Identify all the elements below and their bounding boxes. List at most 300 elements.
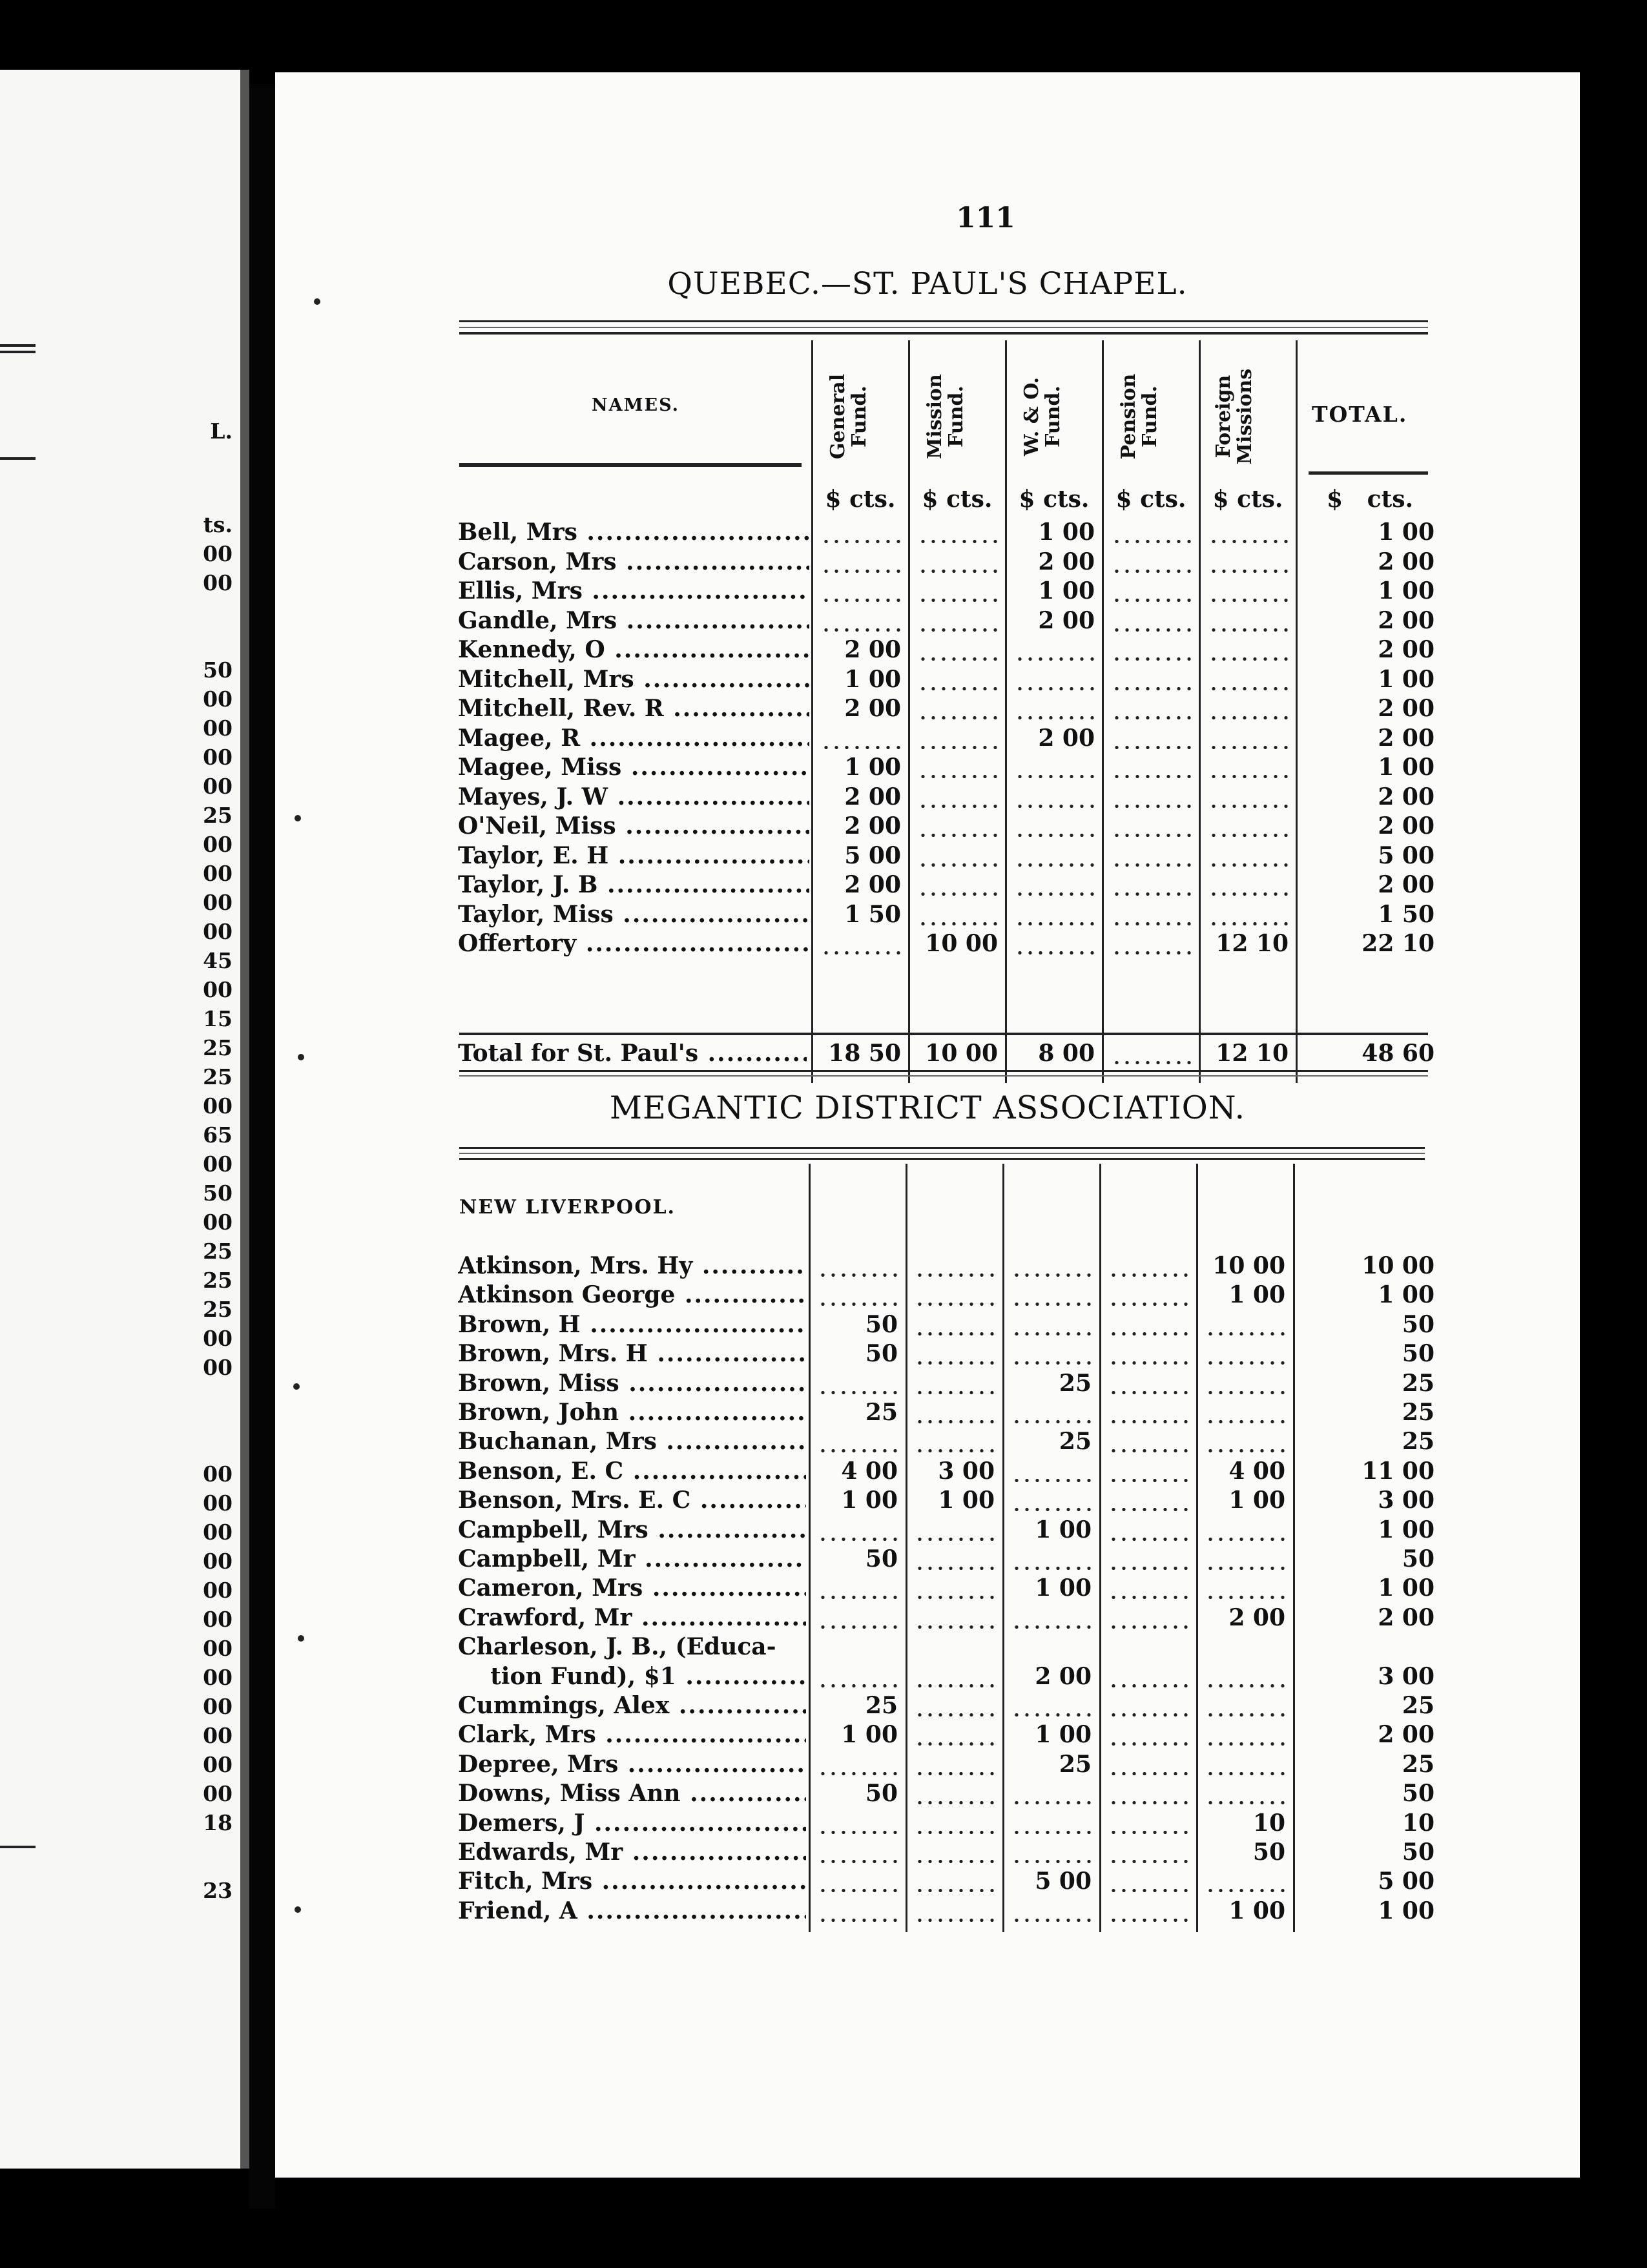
amount-cell bbox=[1005, 1691, 1095, 1720]
row-name: Brown, H ..... bbox=[458, 1310, 806, 1339]
leader-dots bbox=[1112, 951, 1192, 954]
leader-dots bbox=[1112, 746, 1192, 749]
leader-dots bbox=[1208, 892, 1289, 896]
leader-dots bbox=[1205, 1801, 1285, 1804]
leader-dots bbox=[1108, 1273, 1188, 1277]
row-name: Brown, Mrs. H ..... bbox=[458, 1339, 806, 1368]
leader-dots bbox=[1108, 1420, 1188, 1423]
amount-cell bbox=[811, 1603, 902, 1633]
row-total: 3 00 bbox=[1378, 1662, 1435, 1690]
row-total: 1 50 bbox=[1378, 900, 1435, 928]
table-row bbox=[275, 1545, 1580, 1574]
leader-dots bbox=[1205, 1538, 1285, 1541]
amount-value: 2 00 bbox=[844, 783, 901, 810]
left-page-fragment: 25 bbox=[203, 1035, 233, 1060]
amount-cell bbox=[1102, 1720, 1192, 1749]
amount-cell bbox=[1102, 1310, 1192, 1339]
amount-cell bbox=[1102, 1252, 1192, 1281]
amount-value: 25 bbox=[1059, 1750, 1092, 1778]
amount-value: 1 00 bbox=[1035, 1574, 1092, 1602]
amount-cell bbox=[1102, 1339, 1192, 1368]
amount-cell bbox=[1102, 1369, 1192, 1398]
left-page-fragment: 25 bbox=[203, 1268, 233, 1293]
row-total: 22 10 bbox=[1362, 930, 1435, 957]
leader-dots bbox=[1011, 1479, 1092, 1482]
left-page-fragment: 00 bbox=[203, 1723, 233, 1748]
table-row bbox=[275, 1897, 1580, 1926]
header-rule bbox=[459, 320, 1428, 322]
leader-dots bbox=[1208, 628, 1289, 632]
amount-value: 2 00 bbox=[844, 871, 901, 898]
table-row bbox=[275, 1633, 1580, 1662]
amount-cell bbox=[1005, 1398, 1095, 1427]
leader-dots bbox=[918, 805, 998, 808]
header-line: Mission bbox=[924, 374, 946, 459]
amount-cell bbox=[811, 1545, 902, 1574]
ink-speck bbox=[314, 298, 320, 305]
row-total: 2 00 bbox=[1378, 724, 1435, 752]
amount-value: 1 00 bbox=[1035, 1516, 1092, 1543]
amount-cell bbox=[908, 1750, 999, 1779]
table-row bbox=[275, 929, 1580, 958]
header-rule bbox=[459, 332, 1428, 335]
amount-cell bbox=[911, 900, 1002, 929]
amount-cell bbox=[908, 1897, 999, 1926]
row-total: 2 00 bbox=[1378, 871, 1435, 898]
amount-value: 2 00 bbox=[1228, 1603, 1285, 1631]
amount-cell bbox=[814, 665, 905, 694]
left-page-rule bbox=[0, 457, 36, 460]
leader-dots bbox=[1208, 657, 1289, 661]
amount-cell bbox=[811, 1662, 902, 1691]
left-page-fragment: 25 bbox=[203, 1297, 233, 1322]
unit-label: $ cts. bbox=[825, 486, 896, 513]
left-page-fragment: 00 bbox=[203, 1549, 233, 1574]
leader-dots bbox=[1108, 1860, 1188, 1863]
amount-cell bbox=[1005, 1897, 1095, 1926]
leader-dots bbox=[918, 746, 998, 749]
amount-cell bbox=[1199, 1633, 1289, 1662]
leader-dots bbox=[1011, 1801, 1092, 1804]
amount-cell bbox=[1105, 665, 1196, 694]
amount-cell bbox=[908, 1603, 999, 1633]
general-fund-header bbox=[827, 355, 870, 478]
amount-cell bbox=[811, 1838, 902, 1867]
table-row bbox=[275, 1252, 1580, 1281]
amount-cell bbox=[1105, 606, 1196, 635]
amount-cell bbox=[1005, 1339, 1095, 1368]
amount-value: 1 00 bbox=[1228, 1897, 1285, 1924]
total-rule bbox=[459, 1075, 1428, 1077]
total-underline bbox=[1309, 471, 1428, 475]
left-page-fragment: 00 bbox=[203, 832, 233, 857]
amount-cell bbox=[811, 1633, 902, 1662]
row-name: Carson, Mrs ..... bbox=[458, 548, 809, 577]
leader-dots bbox=[1205, 1772, 1285, 1775]
table-row bbox=[275, 665, 1580, 694]
amount-value: 2 00 bbox=[1038, 606, 1095, 634]
amount-cell bbox=[911, 783, 1002, 812]
row-total: 50 bbox=[1402, 1839, 1435, 1866]
amount-cell bbox=[908, 1398, 999, 1427]
amount-value: 10 bbox=[1252, 1809, 1285, 1837]
amount-cell bbox=[1005, 1633, 1095, 1662]
leader-dots bbox=[818, 1538, 898, 1541]
left-page-fragment: 00 bbox=[203, 977, 233, 1002]
leader-dots bbox=[1205, 1449, 1285, 1452]
table-row bbox=[275, 1720, 1580, 1749]
leader-dots bbox=[1015, 687, 1095, 690]
amount-cell bbox=[1102, 1574, 1192, 1603]
row-name: Magee, Miss ..... bbox=[458, 753, 809, 782]
amount-cell bbox=[911, 841, 1002, 871]
leader-dots bbox=[1108, 1684, 1188, 1687]
amount-cell bbox=[814, 724, 905, 753]
row-name: Mitchell, Rev. R ..... bbox=[458, 694, 809, 723]
leader-dots bbox=[1208, 687, 1289, 690]
header-line: W. & O. bbox=[1020, 376, 1043, 457]
left-page-fragment: 00 bbox=[203, 919, 233, 944]
table-row bbox=[275, 724, 1580, 753]
amount-cell bbox=[1199, 1867, 1289, 1896]
amount-cell bbox=[1008, 753, 1099, 782]
section-title-megantic: MEGANTIC DISTRICT ASSOCIATION. bbox=[609, 1089, 1246, 1126]
leader-dots bbox=[915, 1332, 995, 1335]
leader-dots bbox=[918, 834, 998, 837]
unit-label: $ cts. bbox=[1212, 486, 1283, 513]
leader-dots bbox=[1011, 1361, 1092, 1365]
row-total: 1 00 bbox=[1378, 754, 1435, 781]
amount-cell bbox=[911, 724, 1002, 753]
amount-value: 5 00 bbox=[844, 841, 901, 869]
leader-dots bbox=[1011, 1508, 1092, 1511]
table-row bbox=[275, 1427, 1580, 1456]
amount-cell bbox=[1199, 1369, 1289, 1398]
amount-cell bbox=[908, 1252, 999, 1281]
amount-value: 1 50 bbox=[844, 900, 901, 928]
row-total: 25 bbox=[1402, 1428, 1435, 1456]
amount-cell bbox=[1202, 694, 1292, 723]
row-total: 10 00 bbox=[1362, 1252, 1435, 1279]
table-row bbox=[275, 1457, 1580, 1486]
table-row bbox=[275, 1398, 1580, 1427]
amount-cell bbox=[1105, 900, 1196, 929]
amount-cell bbox=[814, 606, 905, 635]
leader-dots bbox=[918, 599, 998, 602]
leader-dots bbox=[1011, 1831, 1092, 1834]
leader-dots bbox=[1015, 922, 1095, 925]
leader-dots bbox=[915, 1449, 995, 1452]
leader-dots bbox=[1011, 1625, 1092, 1629]
pension-fund-header bbox=[1118, 355, 1161, 478]
section2-rule bbox=[459, 1147, 1425, 1149]
amount-cell bbox=[1105, 548, 1196, 577]
leader-dots bbox=[1015, 834, 1095, 837]
leader-dots bbox=[918, 775, 998, 778]
leader-dots bbox=[1112, 1061, 1192, 1064]
total-amount-cell bbox=[814, 1039, 905, 1068]
left-facing-page bbox=[0, 70, 240, 2169]
header-line: Fund. bbox=[1042, 386, 1064, 448]
row-total: 1 00 bbox=[1378, 577, 1435, 604]
leader-dots bbox=[1108, 1449, 1188, 1452]
row-total: 2 00 bbox=[1378, 695, 1435, 722]
amount-value: 50 bbox=[865, 1310, 898, 1338]
leader-dots bbox=[1015, 951, 1095, 954]
names-underline bbox=[459, 463, 802, 467]
row-total: 25 bbox=[1402, 1750, 1435, 1778]
row-total: 2 00 bbox=[1378, 812, 1435, 840]
amount-cell bbox=[911, 753, 1002, 782]
leader-dots bbox=[1205, 1420, 1285, 1423]
amount-cell bbox=[1005, 1662, 1095, 1691]
total-amount-cell bbox=[1008, 1039, 1099, 1068]
row-name: Friend, A ..... bbox=[458, 1897, 806, 1926]
left-page-fragment: 00 bbox=[203, 686, 233, 712]
leader-dots bbox=[1208, 834, 1289, 837]
row-name: Kennedy, O ..... bbox=[458, 635, 809, 665]
amount-value: 5 00 bbox=[1035, 1868, 1092, 1895]
leader-dots bbox=[818, 1596, 898, 1599]
leader-dots bbox=[1011, 1919, 1092, 1922]
row-name: Demers, J ..... bbox=[458, 1809, 806, 1838]
leader-dots bbox=[1015, 716, 1095, 719]
leader-dots bbox=[1112, 570, 1192, 573]
row-total: 2 00 bbox=[1378, 636, 1435, 663]
leader-dots bbox=[818, 1860, 898, 1863]
section2-rule bbox=[459, 1153, 1425, 1154]
row-total: 50 bbox=[1402, 1340, 1435, 1368]
leader-dots bbox=[915, 1919, 995, 1922]
leader-dots bbox=[818, 1684, 898, 1687]
table-row bbox=[275, 1486, 1580, 1515]
amount-cell bbox=[1105, 518, 1196, 547]
table-row bbox=[275, 783, 1580, 812]
leader-dots bbox=[915, 1772, 995, 1775]
amount-cell bbox=[811, 1398, 902, 1427]
leader-dots bbox=[915, 1860, 995, 1863]
section2-rule bbox=[459, 1158, 1425, 1160]
amount-cell bbox=[1105, 871, 1196, 900]
left-page-fragment: 65 bbox=[203, 1122, 233, 1148]
amount-cell bbox=[814, 518, 905, 547]
amount-cell bbox=[1102, 1662, 1192, 1691]
amount-value: 1 00 bbox=[844, 754, 901, 781]
leader-dots bbox=[1108, 1742, 1188, 1746]
amount-cell bbox=[1005, 1779, 1095, 1808]
amount-cell bbox=[1199, 1662, 1289, 1691]
table-row bbox=[275, 694, 1580, 723]
leader-dots bbox=[1108, 1538, 1188, 1541]
amount-cell bbox=[908, 1720, 999, 1749]
row-name: Brown, John ..... bbox=[458, 1398, 806, 1427]
new-liverpool-subhead: NEW LIVERPOOL. bbox=[459, 1196, 676, 1219]
amount-value: 2 00 bbox=[1038, 548, 1095, 575]
table-row bbox=[275, 1574, 1580, 1603]
header-line: Foreign bbox=[1212, 375, 1235, 459]
row-name: Mayes, J. W ..... bbox=[458, 783, 809, 812]
leader-dots bbox=[1112, 863, 1192, 867]
leader-dots bbox=[1108, 1391, 1188, 1394]
amount-cell bbox=[1105, 724, 1196, 753]
table-row bbox=[275, 871, 1580, 900]
header-rule bbox=[459, 327, 1428, 328]
row-name: Cummings, Alex ..... bbox=[458, 1691, 806, 1720]
table-row bbox=[275, 635, 1580, 665]
amount-cell bbox=[908, 1779, 999, 1808]
amount-value: 2 00 bbox=[844, 695, 901, 722]
table-row bbox=[275, 1838, 1580, 1867]
total-row bbox=[275, 1039, 1580, 1068]
leader-dots bbox=[915, 1625, 995, 1629]
leader-dots bbox=[821, 540, 901, 543]
leader-dots bbox=[915, 1889, 995, 1892]
table-row bbox=[275, 1603, 1580, 1633]
left-page-fragment: 00 bbox=[203, 861, 233, 886]
leader-dots bbox=[818, 1919, 898, 1922]
row-name: tion Fund), $1 ..... bbox=[458, 1662, 806, 1691]
table-row bbox=[275, 1809, 1580, 1838]
amount-cell bbox=[1008, 929, 1099, 958]
amount-cell bbox=[1202, 635, 1292, 665]
ink-speck bbox=[298, 1635, 304, 1642]
leader-dots bbox=[1208, 599, 1289, 602]
amount-cell bbox=[1199, 1398, 1289, 1427]
amount-cell bbox=[908, 1310, 999, 1339]
amount-cell bbox=[908, 1574, 999, 1603]
left-page-fragment: 00 bbox=[203, 1665, 233, 1690]
book-spine bbox=[249, 84, 275, 2209]
leader-dots bbox=[1112, 657, 1192, 661]
amount-cell bbox=[1202, 753, 1292, 782]
left-page-fragment: 00 bbox=[203, 774, 233, 799]
amount-value: 1 00 bbox=[1035, 1721, 1092, 1749]
table-row bbox=[275, 1750, 1580, 1779]
left-page-fragment: 00 bbox=[203, 1752, 233, 1777]
row-name: Brown, Miss ..... bbox=[458, 1369, 806, 1398]
amount-value: 2 00 bbox=[844, 636, 901, 663]
leader-dots bbox=[1011, 1332, 1092, 1335]
amount-cell bbox=[1102, 1457, 1192, 1486]
leader-dots bbox=[915, 1713, 995, 1716]
row-name: Taylor, Miss ..... bbox=[458, 900, 809, 929]
leader-dots bbox=[1112, 892, 1192, 896]
amount-cell bbox=[814, 548, 905, 577]
leader-dots bbox=[1205, 1567, 1285, 1570]
left-page-fragment: 00 bbox=[203, 1326, 233, 1351]
amount-cell bbox=[1102, 1603, 1192, 1633]
amount-cell bbox=[908, 1633, 999, 1662]
leader-dots bbox=[1108, 1772, 1188, 1775]
leader-dots bbox=[1108, 1919, 1188, 1922]
amount-cell bbox=[1005, 1720, 1095, 1749]
names-header: NAMES. bbox=[592, 395, 680, 415]
leader-dots bbox=[1015, 775, 1095, 778]
amount-cell bbox=[814, 812, 905, 841]
amount-value: 1 00 bbox=[938, 1487, 995, 1514]
leader-dots bbox=[918, 687, 998, 690]
left-page-rule bbox=[0, 344, 36, 347]
amount-cell bbox=[908, 1369, 999, 1398]
leader-dots bbox=[1208, 805, 1289, 808]
amount-cell bbox=[911, 518, 1002, 547]
leader-dots bbox=[1112, 628, 1192, 632]
amount-cell bbox=[1005, 1486, 1095, 1515]
amount-cell bbox=[811, 1779, 902, 1808]
leader-dots bbox=[1112, 687, 1192, 690]
amount-cell bbox=[1199, 1281, 1289, 1310]
amount-cell bbox=[811, 1574, 902, 1603]
leader-dots bbox=[1108, 1801, 1188, 1804]
leader-dots bbox=[1112, 922, 1192, 925]
amount-cell bbox=[911, 606, 1002, 635]
table-row bbox=[275, 1310, 1580, 1339]
left-page-fragment: 00 bbox=[203, 745, 233, 770]
leader-dots bbox=[918, 863, 998, 867]
left-page-fragment: 25 bbox=[203, 1064, 233, 1089]
amount-cell bbox=[811, 1750, 902, 1779]
total-header: TOTAL. bbox=[1312, 402, 1408, 427]
row-name: Taylor, J. B ..... bbox=[458, 871, 809, 900]
leader-dots bbox=[1112, 599, 1192, 602]
leader-dots bbox=[918, 570, 998, 573]
row-name: O'Neil, Miss ..... bbox=[458, 812, 809, 841]
row-name: Gandle, Mrs ..... bbox=[458, 606, 809, 635]
row-total: 25 bbox=[1402, 1399, 1435, 1426]
amount-cell bbox=[811, 1339, 902, 1368]
amount-cell bbox=[1199, 1486, 1289, 1515]
leader-dots bbox=[1108, 1479, 1188, 1482]
leader-dots bbox=[821, 746, 901, 749]
leader-dots bbox=[1205, 1361, 1285, 1365]
amount-cell bbox=[1008, 812, 1099, 841]
table-row bbox=[275, 900, 1580, 929]
leader-dots bbox=[821, 599, 901, 602]
left-page-fragment: 00 bbox=[203, 541, 233, 566]
header-line: Fund. bbox=[1139, 386, 1161, 448]
amount-cell bbox=[1202, 577, 1292, 606]
left-page-fragment: 00 bbox=[203, 1210, 233, 1235]
amount-cell bbox=[911, 665, 1002, 694]
amount-cell bbox=[811, 1427, 902, 1456]
leader-dots bbox=[1011, 1860, 1092, 1863]
row-name: Atkinson, Mrs. Hy ..... bbox=[458, 1252, 806, 1281]
amount-cell bbox=[811, 1809, 902, 1838]
leader-dots bbox=[818, 1772, 898, 1775]
amount-cell bbox=[908, 1427, 999, 1456]
total-amount-cell bbox=[1105, 1039, 1196, 1068]
table-row bbox=[275, 753, 1580, 782]
left-page-fragment: 00 bbox=[203, 1355, 233, 1380]
amount-cell bbox=[1202, 871, 1292, 900]
amount-cell bbox=[1102, 1750, 1192, 1779]
row-name: Charleson, J. B., (Educa- bbox=[458, 1633, 776, 1661]
amount-cell bbox=[1005, 1252, 1095, 1281]
amount-cell bbox=[1008, 783, 1099, 812]
left-page-fragment: 00 bbox=[203, 716, 233, 741]
amount-cell bbox=[1102, 1897, 1192, 1926]
row-total: 2 00 bbox=[1378, 548, 1435, 575]
amount-cell bbox=[1202, 929, 1292, 958]
row-total: 3 00 bbox=[1378, 1487, 1435, 1514]
amount-cell bbox=[1102, 1486, 1192, 1515]
amount-cell bbox=[908, 1545, 999, 1574]
amount-cell bbox=[1005, 1574, 1095, 1603]
amount-cell bbox=[911, 635, 1002, 665]
header-line: Missions bbox=[1234, 368, 1256, 465]
amount-cell bbox=[1102, 1867, 1192, 1896]
leader-dots bbox=[1011, 1303, 1092, 1306]
